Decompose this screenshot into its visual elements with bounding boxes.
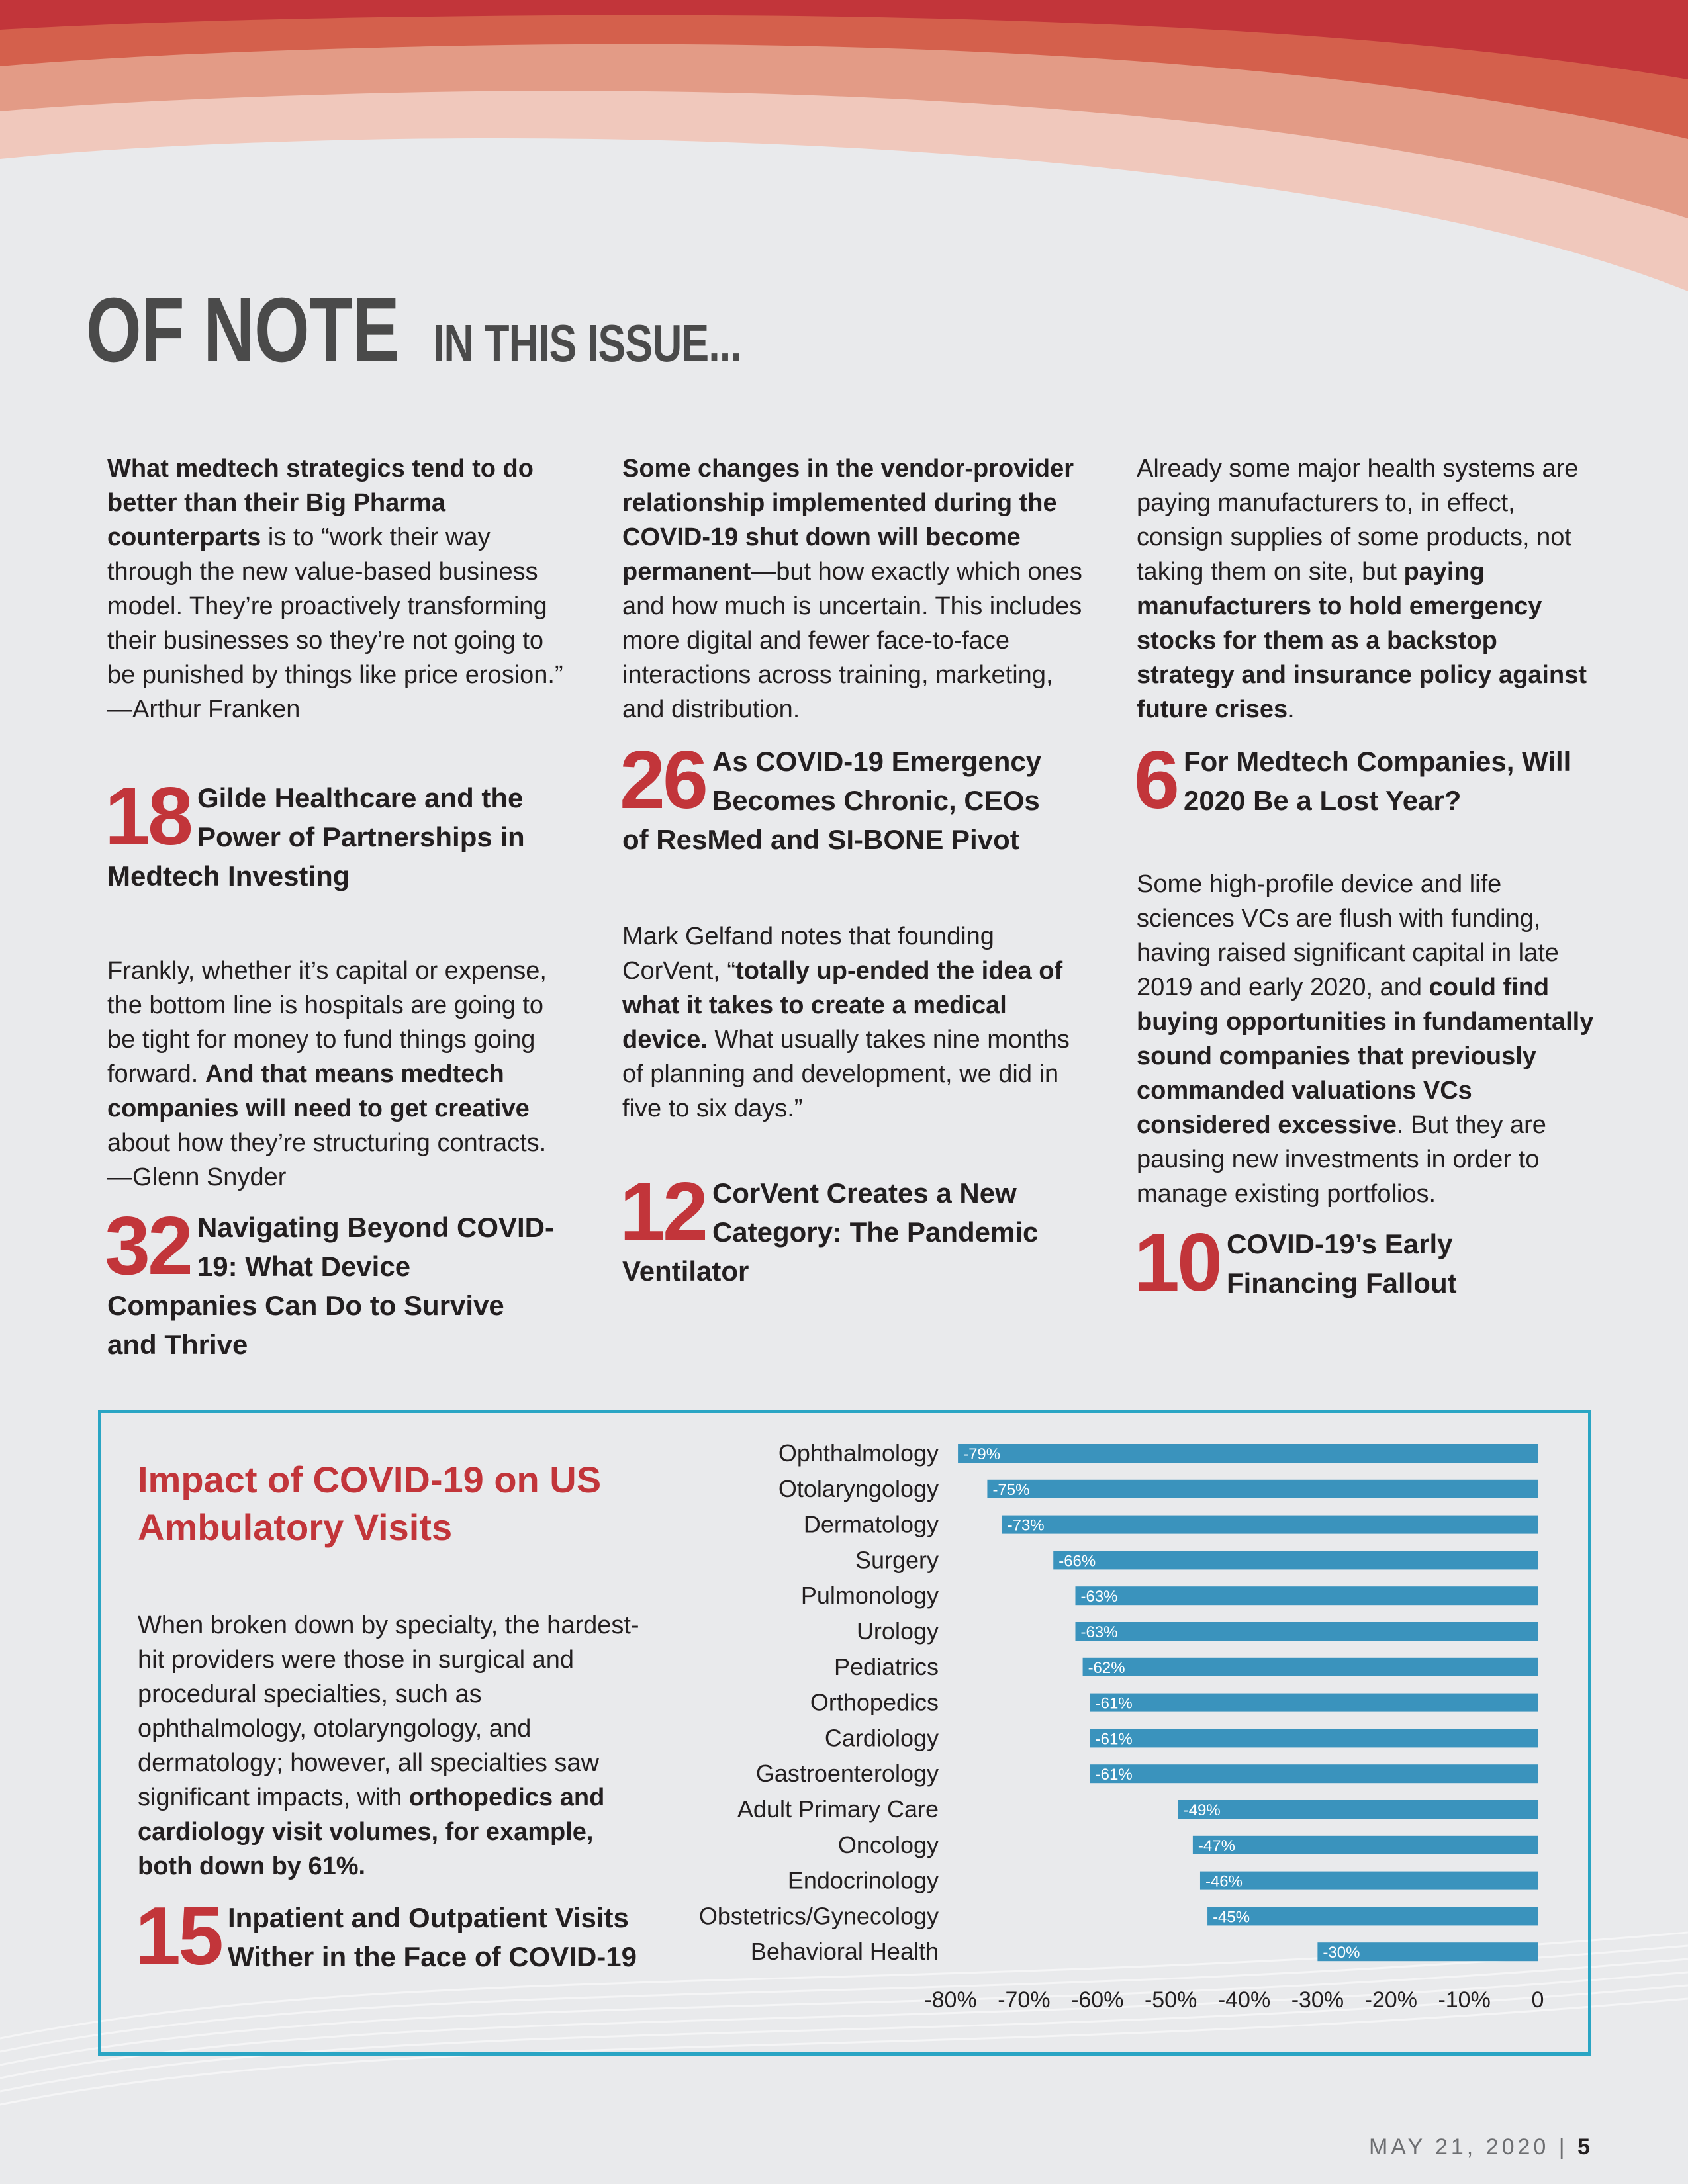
page-ref-number: 26 xyxy=(620,735,706,826)
consignment-text: Already some major health systems are paying manufacturers to, in effect, consign supplies of some products, not taking them on site, but paying manufacturers to hold emergency stocks for them as a backstop strategy and insurance policy against future crises. xyxy=(1137,455,1587,723)
bar xyxy=(1178,1800,1538,1819)
box-ref[interactable] xyxy=(135,1891,654,1982)
category-label: Surgery xyxy=(855,1546,939,1574)
category-label: Behavioral Health xyxy=(750,1938,939,1966)
data-label: -49% xyxy=(1183,1801,1221,1819)
data-label: -75% xyxy=(992,1480,1030,1499)
footer-date: MAY 21, 2020 xyxy=(1368,2134,1550,2160)
category-label: Ophthalmology xyxy=(778,1439,939,1467)
header-banner xyxy=(0,0,1688,304)
article-title: CorVent Creates a New Category: The Pandemic Ventilator xyxy=(622,1177,1039,1287)
data-label: -61% xyxy=(1095,1730,1133,1749)
bar xyxy=(1083,1658,1538,1676)
bar xyxy=(1090,1694,1538,1712)
vendor-provider-text: Some changes in the vendor-provider relationship implemented during the COVID-19 shut down will become permanent—but how exactly which ones and how much is uncertain. This includes more digital and fewer face-to-face interactions across training, marketing, and distribution. xyxy=(622,455,1082,723)
bar xyxy=(1075,1586,1538,1605)
footer-separator: | xyxy=(1558,2134,1568,2160)
category-label: Endocrinology xyxy=(787,1866,939,1894)
data-label: -45% xyxy=(1213,1908,1250,1927)
x-tick-label: 0 xyxy=(1531,1987,1544,2013)
article-title: For Medtech Companies, Will 2020 Be a Lost Year? xyxy=(1183,746,1571,816)
page-ref-number: 12 xyxy=(620,1166,706,1257)
bar xyxy=(1053,1551,1538,1569)
page-ref-number: 18 xyxy=(105,771,191,862)
data-label: -46% xyxy=(1205,1872,1243,1891)
page-title xyxy=(86,279,829,381)
title-of-note: OF NOTE xyxy=(86,279,399,381)
column-3-top xyxy=(1137,451,1600,727)
category-label: Obstetrics/Gynecology xyxy=(698,1902,939,1930)
data-label: -79% xyxy=(963,1445,1001,1463)
data-label: -63% xyxy=(1080,1623,1118,1641)
article-title: As COVID-19 Emergency Becomes Chronic, CEOs of ResMed and SI-BONE Pivot xyxy=(622,746,1042,855)
category-label: Cardiology xyxy=(824,1724,939,1752)
box-title: Impact of COVID-19 on US Ambulatory Visits xyxy=(138,1459,602,1548)
x-tick-label: -50% xyxy=(1144,1987,1197,2013)
column-3-ref-1[interactable] xyxy=(1134,735,1587,826)
category-label: Gastroenterology xyxy=(755,1760,939,1788)
x-tick-label: -40% xyxy=(1217,1987,1271,2013)
category-label: Orthopedics xyxy=(810,1688,939,1716)
bar xyxy=(1090,1729,1538,1747)
page-number: 5 xyxy=(1577,2134,1590,2160)
column-1-ref-1[interactable] xyxy=(105,771,557,895)
x-tick-label: -10% xyxy=(1438,1987,1491,2013)
column-2-ref-2[interactable] xyxy=(620,1166,1072,1291)
page-ref-number: 6 xyxy=(1134,735,1177,826)
x-tick-label: -60% xyxy=(1071,1987,1124,2013)
page-footer xyxy=(1369,2134,1590,2160)
x-tick-label: -30% xyxy=(1291,1987,1344,2013)
column-1-ref-2[interactable] xyxy=(105,1201,557,1364)
data-label: -62% xyxy=(1088,1659,1125,1677)
vc-funding-text: Some high-profile device and life sciences VCs are flush with funding, having raised significant capital in late 2019 and early 2020, and could find buying opportunities in fundamentally sound companies that previously commanded valuations VCs considered excessive. But they are pausing new investments in order to manage existing portfolios. xyxy=(1137,870,1594,1208)
box-text: When broken down by specialty, the hardest-hit providers were those in surgical and procedural specialties, such as ophthalmology, otolaryngology, and dermatology; however, all specialties saw significant impacts, with orthopedics and cardiology visit volumes, for example, both down by 61%. xyxy=(138,1612,639,1880)
data-label: -63% xyxy=(1080,1588,1118,1606)
category-label: Adult Primary Care xyxy=(737,1796,939,1823)
column-2-top xyxy=(622,451,1086,727)
page-ref-number: 15 xyxy=(135,1891,221,1982)
x-tick-label: -20% xyxy=(1364,1987,1417,2013)
quote-franken: What medtech strategics tend to do better than their Big Pharma counterparts is to “work their way through the new value-based business model. They’re proactively transforming their businesses so they’re not going to be punished by things like price erosion.” —Arthur Franken xyxy=(107,455,563,723)
bar xyxy=(1193,1836,1538,1854)
article-title: Gilde Healthcare and the Power of Partnerships in Medtech Investing xyxy=(107,782,525,891)
column-1-middle xyxy=(107,954,571,1195)
ambulatory-visits-bar-chart xyxy=(675,1436,1562,2032)
bar xyxy=(987,1480,1538,1498)
quote-snyder: Frankly, whether it’s capital or expense, the bottom line is hospitals are going to be tight for money to fund things going forward. And that means medtech companies will need to get creative about how they’re structuring contracts.—Glenn Snyder xyxy=(107,957,547,1191)
category-label: Dermatology xyxy=(803,1510,939,1538)
bar xyxy=(1002,1516,1538,1534)
data-label: -66% xyxy=(1058,1552,1096,1570)
bar xyxy=(1090,1764,1538,1783)
article-title: COVID-19’s Early Financing Fallout xyxy=(1226,1228,1457,1298)
data-label: -47% xyxy=(1197,1837,1235,1855)
bar xyxy=(1075,1622,1538,1641)
article-title: Inpatient and Outpatient Visits Wither in the Face of COVID-19 xyxy=(227,1902,637,1972)
data-label: -61% xyxy=(1095,1766,1133,1784)
bar xyxy=(1207,1907,1538,1925)
category-label: Pulmonology xyxy=(800,1582,939,1610)
data-label: -30% xyxy=(1323,1944,1360,1962)
category-label: Pediatrics xyxy=(833,1653,939,1680)
bar xyxy=(1200,1872,1538,1890)
category-label: Otolaryngology xyxy=(778,1475,939,1502)
x-tick-label: -80% xyxy=(924,1987,977,2013)
data-label: -61% xyxy=(1095,1694,1133,1713)
category-label: Oncology xyxy=(837,1831,939,1858)
column-1-top xyxy=(107,451,571,727)
title-in-this-issue: IN THIS ISSUE... xyxy=(433,314,742,373)
x-tick-label: -70% xyxy=(998,1987,1051,2013)
page-ref-number: 32 xyxy=(105,1201,191,1292)
corvent-text: Mark Gelfand notes that founding CorVent, “totally up-ended the idea of what it takes to create a medical device. What usually takes nine months of planning and development, we did in five to six days.” xyxy=(622,923,1070,1122)
page-ref-number: 10 xyxy=(1134,1217,1220,1308)
article-title: Navigating Beyond COVID-19: What Device Companies Can Do to Survive and Thrive xyxy=(107,1212,554,1360)
column-2-ref-1[interactable] xyxy=(620,735,1072,859)
column-3-middle xyxy=(1137,867,1600,1211)
column-3-ref-2[interactable] xyxy=(1134,1217,1587,1308)
category-label: Urology xyxy=(856,1617,939,1645)
bar xyxy=(958,1444,1538,1463)
data-label: -73% xyxy=(1007,1516,1045,1535)
column-2-middle xyxy=(622,919,1086,1126)
